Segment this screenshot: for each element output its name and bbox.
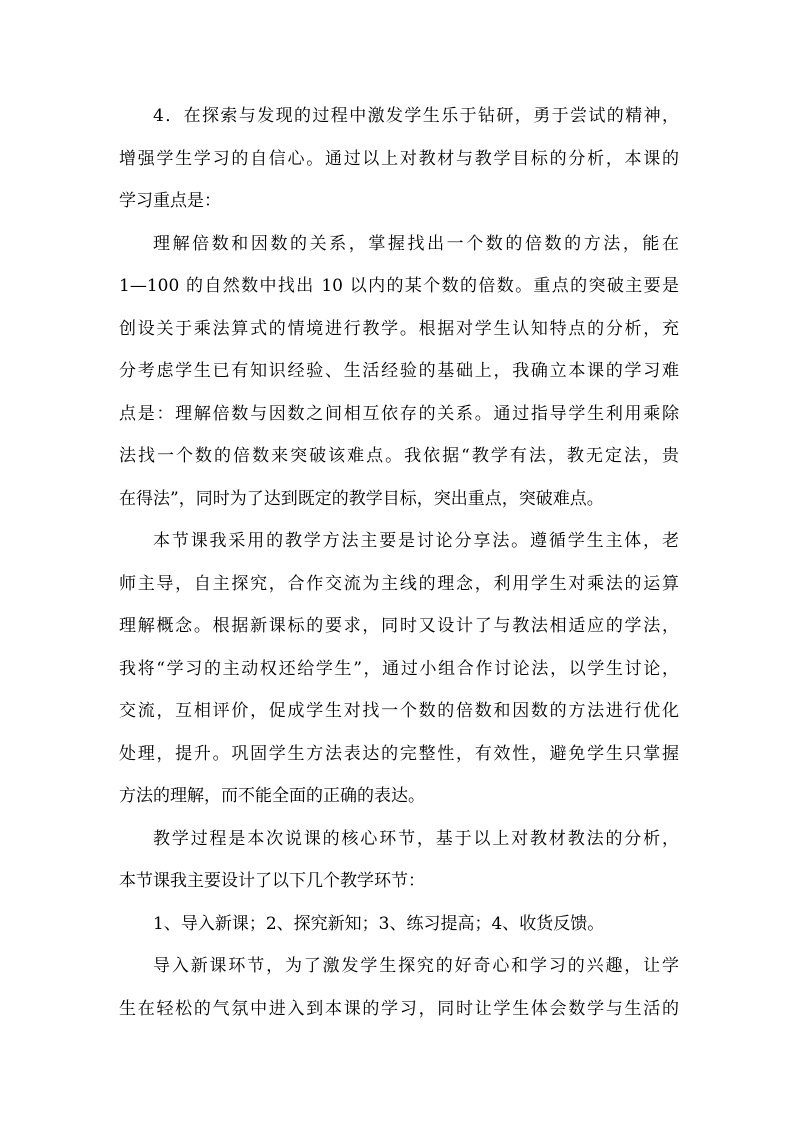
- text-line: 处理，提升。巩固学生方法表达的完整性，有效性，避免学生只掌握: [119, 743, 679, 764]
- text-line: 增强学生学习的自信心。通过以上对教材与教学目标的分析，本课的: [119, 148, 679, 169]
- text-line: 教学过程是本次说课的核心环节，基于以上对教材教法的分析，: [153, 828, 679, 849]
- document-body: [119, 95, 679, 1030]
- text-line: 法找一个数的倍数来突破该难点。我依据“教学有法，教无定法，贵: [119, 446, 679, 466]
- paragraph-teaching-process: [119, 818, 679, 903]
- paragraph-objective-4: [119, 95, 679, 223]
- text-line: 1—100 的自然数中找出 10 以内的某个数的倍数。重点的突破主要是: [119, 276, 679, 296]
- text-line: 本节课我采用的教学方法主要是讨论分享法。遵循学生主体，老: [153, 531, 679, 551]
- paragraph-steps-list: [119, 903, 679, 946]
- text-line: 理解概念。根据新课标的要求，同时又设计了与教法相适应的学法，: [119, 616, 679, 636]
- text-line: 理解倍数和因数的关系，掌握找出一个数的倍数的方法，能在: [153, 233, 679, 254]
- text-line: 师主导，自主探究，合作交流为主线的理念，利用学生对乘法的运算: [119, 573, 679, 594]
- text-line: 学习重点是：: [119, 191, 221, 211]
- text-line: 4．在探索与发现的过程中激发学生乐于钻研，勇于尝试的精神，: [153, 106, 679, 126]
- text-line: 1、导入新课；2、探究新知；3、练习提高；4、收货反馈。: [153, 913, 605, 934]
- text-line: 交流，互相评价，促成学生对找一个数的倍数和因数的方法进行优化: [119, 701, 679, 721]
- text-line: 我将“学习的主动权还给学生”，通过小组合作讨论法，以学生讨论，: [119, 658, 679, 679]
- text-line: 在得法”，同时为了达到既定的教学目标，突出重点，突破难点。: [119, 488, 604, 509]
- text-line: 导入新课环节，为了激发学生探究的好奇心和学习的兴趣，让学: [153, 956, 679, 976]
- paragraph-key-points: [119, 223, 679, 521]
- text-line: 生在轻松的气氛中进入到本课的学习，同时让学生体会数学与生活的: [119, 998, 679, 1019]
- text-line: 方法的理解，而不能全面的正确的表达。: [119, 786, 425, 806]
- text-line: 本节课我主要设计了以下几个教学环节：: [119, 871, 425, 891]
- paragraph-teaching-method: [119, 520, 679, 818]
- text-line: 分考虑学生已有知识经验、生活经验的基础上，我确立本课的学习难: [119, 361, 679, 381]
- text-line: 创设关于乘法算式的情境进行教学。根据对学生认知特点的分析，充: [119, 318, 679, 339]
- paragraph-introduction: [119, 945, 679, 1030]
- text-line: 点是：理解倍数与因数之间相互依存的关系。通过指导学生利用乘除: [119, 403, 679, 424]
